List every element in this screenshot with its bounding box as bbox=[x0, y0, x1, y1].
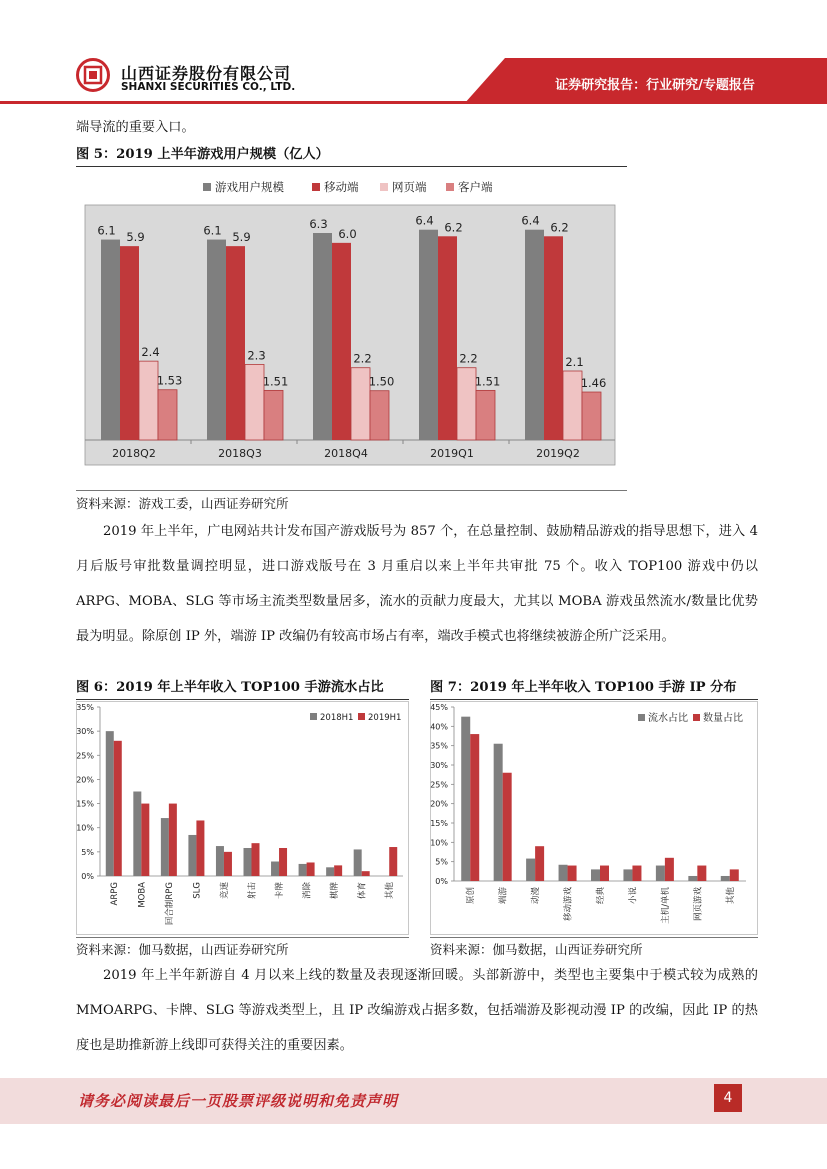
bar bbox=[141, 804, 149, 876]
data-label: 6.0 bbox=[338, 226, 357, 241]
bar bbox=[139, 361, 158, 440]
legend-swatch bbox=[446, 183, 454, 191]
figure5-chart bbox=[76, 170, 627, 488]
bar bbox=[526, 859, 535, 881]
bar bbox=[252, 843, 260, 876]
x-tick-label: 棋牌 bbox=[330, 882, 341, 900]
x-tick-label: 其他 bbox=[725, 887, 736, 905]
x-tick-label: 网页游戏 bbox=[693, 887, 704, 922]
y-tick-label: 20% bbox=[76, 775, 94, 785]
bar bbox=[114, 741, 122, 876]
y-tick-label: 25% bbox=[430, 780, 448, 790]
bar bbox=[158, 390, 177, 440]
bar bbox=[169, 804, 177, 876]
figure6-chart bbox=[76, 701, 409, 935]
data-label: 2.3 bbox=[247, 348, 266, 363]
bar bbox=[568, 866, 577, 881]
data-label: 6.1 bbox=[203, 223, 222, 238]
bar bbox=[623, 869, 632, 881]
x-tick-label: 2019Q2 bbox=[536, 447, 580, 460]
legend-swatch bbox=[693, 714, 700, 721]
legend-label: 数量占比 bbox=[703, 713, 743, 724]
bar bbox=[494, 744, 503, 881]
bar bbox=[656, 866, 665, 881]
bar bbox=[120, 246, 139, 440]
data-label: 1.51 bbox=[262, 374, 289, 389]
bar bbox=[299, 864, 307, 876]
data-label: 6.4 bbox=[521, 213, 540, 228]
x-tick-label: 2019Q1 bbox=[430, 447, 474, 460]
y-tick-label: 30% bbox=[76, 727, 94, 737]
y-tick-label: 15% bbox=[76, 799, 94, 809]
data-label: 6.2 bbox=[550, 220, 569, 235]
x-tick-label: 2018Q4 bbox=[324, 447, 368, 460]
bar bbox=[665, 858, 674, 881]
bar bbox=[245, 364, 264, 440]
company-name-en: SHANXI SECURITIES CO., LTD. bbox=[121, 81, 296, 93]
legend-swatch bbox=[203, 183, 211, 191]
y-tick-label: 0% bbox=[81, 872, 94, 881]
y-tick-label: 20% bbox=[430, 799, 448, 809]
legend-swatch bbox=[358, 713, 365, 720]
bar bbox=[226, 246, 245, 440]
y-tick-label: 25% bbox=[76, 751, 94, 761]
bar bbox=[216, 846, 224, 876]
body-paragraph-1: 2019 年上半年，广电网站共计发布国产游戏版号为 857 个，在总量控制、鼓励精品游戏的指导思想下，进入 4 月后版号审批数量调控明显，进口游戏版号在 3 月重启以来上半年共审批 75 个。收入 TOP100 游戏中仍以 ARPG、MOBA、SLG 等市场主流类型数量居多，流水的贡献力度最大，尤其以 MOBA 游戏虽然流水/数量比优势最为明显。除原创 IP 外，端游 IP 改编仍有较高市场占有率，端改手模式也将继续被游企所广泛采用。 bbox=[76, 524, 758, 644]
bar bbox=[535, 846, 544, 881]
x-tick-label: 经典 bbox=[596, 887, 606, 905]
bar bbox=[563, 371, 582, 440]
bar bbox=[279, 848, 287, 876]
bar bbox=[307, 862, 315, 876]
data-label: 2.1 bbox=[565, 355, 584, 369]
bar bbox=[207, 240, 226, 440]
figure7-title: 图 7：2019 年上半年收入 TOP100 手游 IP 分布 bbox=[430, 680, 737, 695]
bar bbox=[264, 390, 283, 440]
data-label: 1.51 bbox=[474, 374, 501, 389]
data-label: 6.3 bbox=[309, 217, 328, 231]
data-label: 6.1 bbox=[97, 223, 116, 238]
figure7-title-rule bbox=[430, 699, 758, 700]
bar bbox=[721, 876, 730, 881]
legend-label: 流水占比 bbox=[648, 713, 688, 724]
chart-frame bbox=[431, 702, 758, 935]
bar bbox=[697, 866, 706, 881]
bar bbox=[161, 818, 169, 876]
disclaimer-note: 请务必阅读最后一页股票评级说明和免责声明 bbox=[78, 1092, 399, 1110]
x-tick-label: 回合制RPG bbox=[164, 882, 175, 926]
figure6-title-rule bbox=[76, 699, 409, 700]
x-tick-label: 动漫 bbox=[531, 887, 542, 905]
legend-swatch bbox=[310, 713, 317, 720]
bar bbox=[544, 236, 563, 440]
bar bbox=[196, 820, 204, 876]
legend-label: 移动端 bbox=[324, 180, 359, 194]
bar bbox=[559, 865, 568, 881]
bar bbox=[106, 731, 114, 876]
data-label: 1.50 bbox=[368, 374, 395, 389]
data-label: 2.2 bbox=[459, 351, 478, 366]
bar bbox=[525, 230, 544, 440]
report-type-label: 证券研究报告：行业研究/专题报告 bbox=[555, 78, 755, 93]
figure6-title: 图 6：2019 年上半年收入 TOP100 手游流水占比 bbox=[76, 680, 384, 695]
data-label: 5.9 bbox=[126, 230, 145, 245]
y-tick-label: 5% bbox=[81, 847, 94, 857]
page-number: 4 bbox=[714, 1084, 742, 1112]
figure5-source-rule bbox=[76, 490, 627, 491]
data-label: 2.2 bbox=[353, 351, 372, 366]
figure6-source: 资料来源：伽马数据，山西证券研究所 bbox=[76, 942, 289, 957]
bar bbox=[582, 392, 601, 440]
legend-label: 2019H1 bbox=[368, 713, 402, 723]
x-tick-label: 原创 bbox=[466, 887, 477, 905]
x-tick-label: 2018Q3 bbox=[218, 447, 262, 460]
x-tick-label: 射击 bbox=[247, 882, 258, 900]
bar bbox=[351, 368, 370, 440]
bar bbox=[362, 871, 370, 876]
legend-swatch bbox=[638, 714, 645, 721]
figure6-source-rule bbox=[76, 937, 409, 938]
figure5-title-rule bbox=[76, 166, 627, 167]
bar bbox=[419, 230, 438, 440]
data-label: 6.4 bbox=[415, 213, 434, 228]
bar bbox=[188, 835, 196, 876]
figure7-source: 资料来源：伽马数据，山西证券研究所 bbox=[430, 942, 643, 957]
bar bbox=[332, 243, 351, 440]
y-tick-label: 40% bbox=[430, 722, 448, 732]
x-tick-label: SLG bbox=[192, 882, 203, 899]
bar bbox=[457, 368, 476, 440]
bar bbox=[326, 867, 334, 876]
bar bbox=[271, 862, 279, 876]
x-tick-label: 消除 bbox=[302, 882, 313, 900]
x-tick-label: 竞速 bbox=[219, 882, 230, 900]
x-tick-label: 体育 bbox=[357, 882, 368, 900]
bar bbox=[470, 734, 479, 881]
x-tick-label: ARPG bbox=[109, 882, 120, 906]
bar bbox=[133, 792, 141, 877]
x-tick-label: 卡牌 bbox=[275, 882, 286, 900]
y-tick-label: 5% bbox=[435, 857, 448, 867]
legend-label: 2018H1 bbox=[320, 713, 354, 723]
y-tick-label: 10% bbox=[76, 823, 94, 833]
bar bbox=[334, 865, 342, 876]
x-tick-label: 移动游戏 bbox=[563, 887, 574, 922]
body-paragraph-2: 2019 年上半年新游自 4 月以来上线的数量及表现逐渐回暖。头部新游中，类型也主要集中于模式较为成熟的 MMOARPG、卡牌、SLG 等游戏类型上，且 IP 改编游戏占据多数，包括端游及影视动漫 IP 的改编，因此 IP 的热度也是助推新游上线即可获得关注的重要因素。 bbox=[76, 968, 758, 1053]
x-tick-label: 2018Q2 bbox=[112, 447, 156, 460]
bar bbox=[591, 869, 600, 881]
bar bbox=[224, 852, 232, 876]
y-tick-label: 35% bbox=[430, 741, 448, 751]
legend-label: 网页端 bbox=[392, 180, 427, 194]
bar bbox=[438, 236, 457, 440]
y-tick-label: 35% bbox=[76, 703, 94, 712]
company-logo-icon bbox=[76, 58, 110, 92]
bar bbox=[632, 866, 641, 881]
data-label: 1.53 bbox=[156, 373, 183, 388]
bar bbox=[730, 869, 739, 881]
x-tick-label: 小说 bbox=[628, 887, 639, 905]
data-label: 6.2 bbox=[444, 220, 463, 235]
data-label: 5.9 bbox=[232, 230, 251, 245]
bar bbox=[370, 391, 389, 440]
y-tick-label: 45% bbox=[430, 703, 448, 712]
x-tick-label: MOBA bbox=[137, 882, 148, 908]
figure7-source-rule bbox=[430, 937, 758, 938]
x-tick-label: 主机/单机 bbox=[660, 887, 671, 924]
x-tick-label: 其他 bbox=[385, 882, 396, 900]
legend-label: 客户端 bbox=[458, 180, 493, 194]
legend-swatch bbox=[312, 183, 320, 191]
legend-swatch bbox=[380, 183, 388, 191]
bar bbox=[461, 717, 470, 881]
bar bbox=[389, 847, 397, 876]
bar bbox=[354, 849, 362, 876]
x-tick-label: 端游 bbox=[498, 887, 509, 905]
figure7-chart bbox=[430, 701, 758, 935]
legend-label: 游戏用户规模 bbox=[215, 180, 284, 194]
bar bbox=[244, 848, 252, 876]
y-tick-label: 10% bbox=[430, 838, 448, 848]
figure5-title: 图 5：2019 上半年游戏用户规模（亿人） bbox=[76, 147, 329, 162]
data-label: 2.4 bbox=[141, 345, 160, 360]
company-name-cn: 山西证券股份有限公司 bbox=[121, 64, 292, 83]
bar bbox=[688, 876, 697, 881]
bar bbox=[101, 240, 120, 440]
bar bbox=[503, 773, 512, 881]
intro-line: 端导流的重要入口。 bbox=[76, 120, 195, 135]
data-label: 1.46 bbox=[580, 376, 607, 391]
bar bbox=[313, 233, 332, 440]
y-tick-label: 0% bbox=[435, 877, 448, 886]
y-tick-label: 15% bbox=[430, 819, 448, 828]
bar bbox=[476, 390, 495, 440]
y-tick-label: 30% bbox=[430, 761, 448, 770]
bar bbox=[600, 866, 609, 881]
figure5-source: 资料来源：游戏工委，山西证券研究所 bbox=[76, 496, 289, 511]
